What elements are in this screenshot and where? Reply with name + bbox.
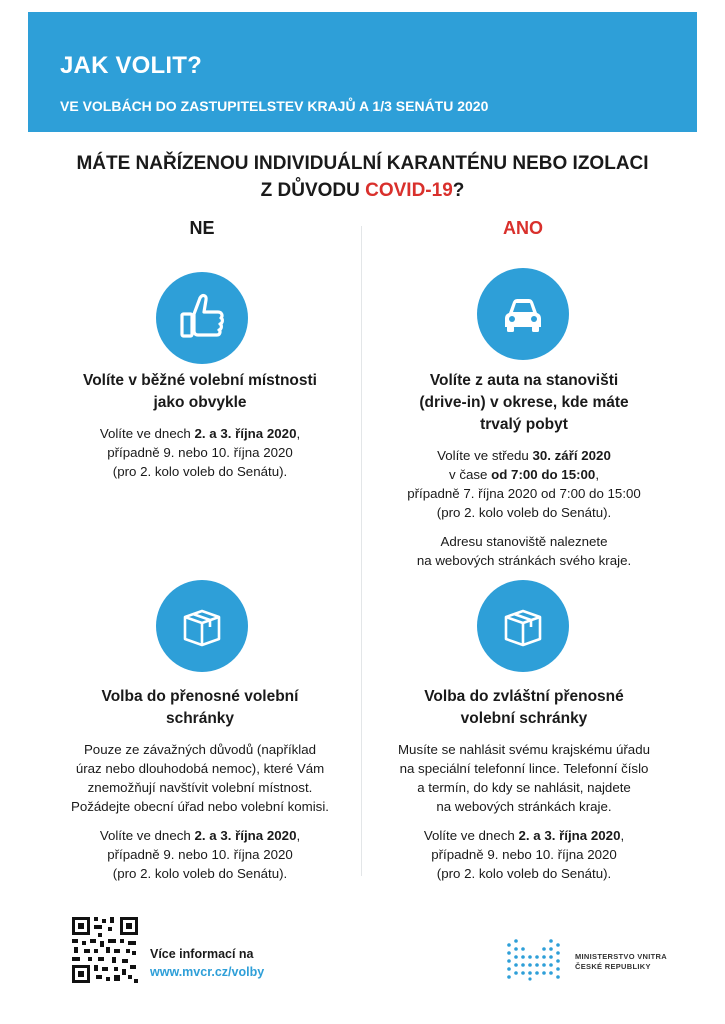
para-line: Musíte se nahlásit svému krajskému úřadu [397, 742, 650, 757]
qr-code-icon[interactable] [70, 915, 140, 985]
para-line: úraz nebo dlouhodobá nemoc), které Vám [75, 761, 325, 776]
text-span: Volíte ve dnech [99, 426, 195, 441]
text-span: , [296, 426, 301, 441]
box-icon [156, 580, 248, 672]
right-bottom-paragraph-1 [374, 740, 674, 816]
para-line: případně 9. nebo 10. října 2020 [107, 445, 293, 460]
question-line-2 [40, 177, 685, 204]
para-line: Pouze ze závažných důvodů (například [83, 742, 317, 757]
main-question [40, 150, 685, 204]
page-subtitle: VE VOLBÁCH DO ZASTUPITELSTEV KRAJŮ A 1/3 SENÁTU 2020 [60, 98, 489, 114]
question-line-1: MÁTE NAŘÍZENOU INDIVIDUÁLNÍ KARANTÉNU NEBO IZOLACI [76, 153, 649, 174]
date-emphasis: 30. září 2020 [532, 448, 611, 463]
heading-line: Volba do zvláštní přenosné [424, 688, 624, 705]
ministry-name-line-2: ČESKÉ REPUBLIKY [575, 962, 651, 971]
ministry-logo-icon [505, 935, 565, 981]
date-emphasis: 2. a 3. října 2020 [194, 426, 297, 441]
para-line: případně 9. nebo 10. října 2020 [431, 847, 617, 862]
question-line-2-prefix: Z DŮVODU [260, 180, 366, 201]
left-bottom-paragraph-2 [50, 826, 350, 883]
para-line: (pro 2. kolo voleb do Senátu). [112, 464, 288, 479]
para-line: a termín, do kdy se nahlásit, najdete [417, 780, 631, 795]
box-icon [477, 580, 569, 672]
para-line [374, 826, 674, 845]
footer-info [150, 945, 264, 981]
text-span: Volíte ve dnech [99, 828, 195, 843]
more-info-link[interactable]: www.mvcr.cz/volby [150, 965, 265, 979]
para-line [50, 424, 350, 443]
left-top-heading [50, 370, 350, 414]
column-heading-yes: ANO [503, 218, 543, 238]
text-span: , [296, 828, 301, 843]
right-bottom-heading [374, 686, 674, 730]
column-heading-no: NE [189, 218, 215, 238]
heading-line: Volíte z auta na stanovišti [429, 372, 619, 389]
page-title: JAK VOLIT? [60, 52, 203, 79]
ministry-name-line-1: MINISTERSTVO VNITRA [575, 952, 667, 961]
right-top-paragraph-2 [374, 532, 674, 570]
left-bottom-paragraph-1 [50, 740, 350, 816]
more-info-label: Více informací na [150, 947, 254, 961]
para-line [374, 465, 674, 484]
right-top-heading [374, 370, 674, 436]
heading-line: (drive-in) v okrese, kde máte [419, 394, 629, 411]
covid-highlight: COVID-19 [365, 180, 453, 201]
para-line: znemožňují navštívit volební místnost. [87, 780, 313, 795]
heading-line: Volba do přenosné volební [101, 688, 299, 705]
heading-line: jako obvykle [153, 394, 247, 411]
para-line: případně 7. října 2020 od 7:00 do 15:00 [407, 486, 641, 501]
question-mark: ? [452, 180, 465, 201]
heading-line: volební schránky [460, 710, 588, 727]
text-span: , [620, 828, 625, 843]
heading-line: schránky [165, 710, 235, 727]
heading-line: Volíte v běžné volební místnosti [83, 372, 317, 389]
para-line: případně 9. nebo 10. října 2020 [107, 847, 293, 862]
para-line: na speciální telefonní lince. Telefonní číslo [399, 761, 649, 776]
left-top-block [50, 370, 350, 491]
date-emphasis: 2. a 3. října 2020 [194, 828, 297, 843]
ministry-name [575, 952, 667, 972]
left-top-paragraph [50, 424, 350, 481]
para-line [50, 826, 350, 845]
thumbs-up-icon [156, 272, 248, 364]
text-span: , [595, 467, 600, 482]
car-icon [477, 268, 569, 360]
header-banner [28, 12, 697, 132]
right-bottom-paragraph-2 [374, 826, 674, 883]
right-bottom-block [374, 686, 674, 893]
para-line: na webových stránkách kraje. [436, 799, 612, 814]
right-top-paragraph-1 [374, 446, 674, 522]
left-bottom-block [50, 686, 350, 893]
text-span: Volíte ve dnech [423, 828, 519, 843]
text-span: v čase [448, 467, 492, 482]
para-line: Adresu stanoviště naleznete [440, 534, 608, 549]
para-line: (pro 2. kolo voleb do Senátu). [112, 866, 288, 881]
date-emphasis: 2. a 3. října 2020 [518, 828, 621, 843]
para-line: (pro 2. kolo voleb do Senátu). [436, 866, 612, 881]
left-bottom-heading [50, 686, 350, 730]
time-emphasis: od 7:00 do 15:00 [491, 467, 596, 482]
heading-line: trvalý pobyt [480, 416, 568, 433]
para-line [374, 446, 674, 465]
para-line: na webových stránkách svého kraje. [416, 553, 632, 568]
text-span: Volíte ve středu [437, 448, 533, 463]
para-line: (pro 2. kolo voleb do Senátu). [436, 505, 612, 520]
column-divider [361, 226, 362, 876]
right-top-block [374, 370, 674, 580]
para-line: Požádejte obecní úřad nebo volební komisi. [71, 799, 329, 814]
